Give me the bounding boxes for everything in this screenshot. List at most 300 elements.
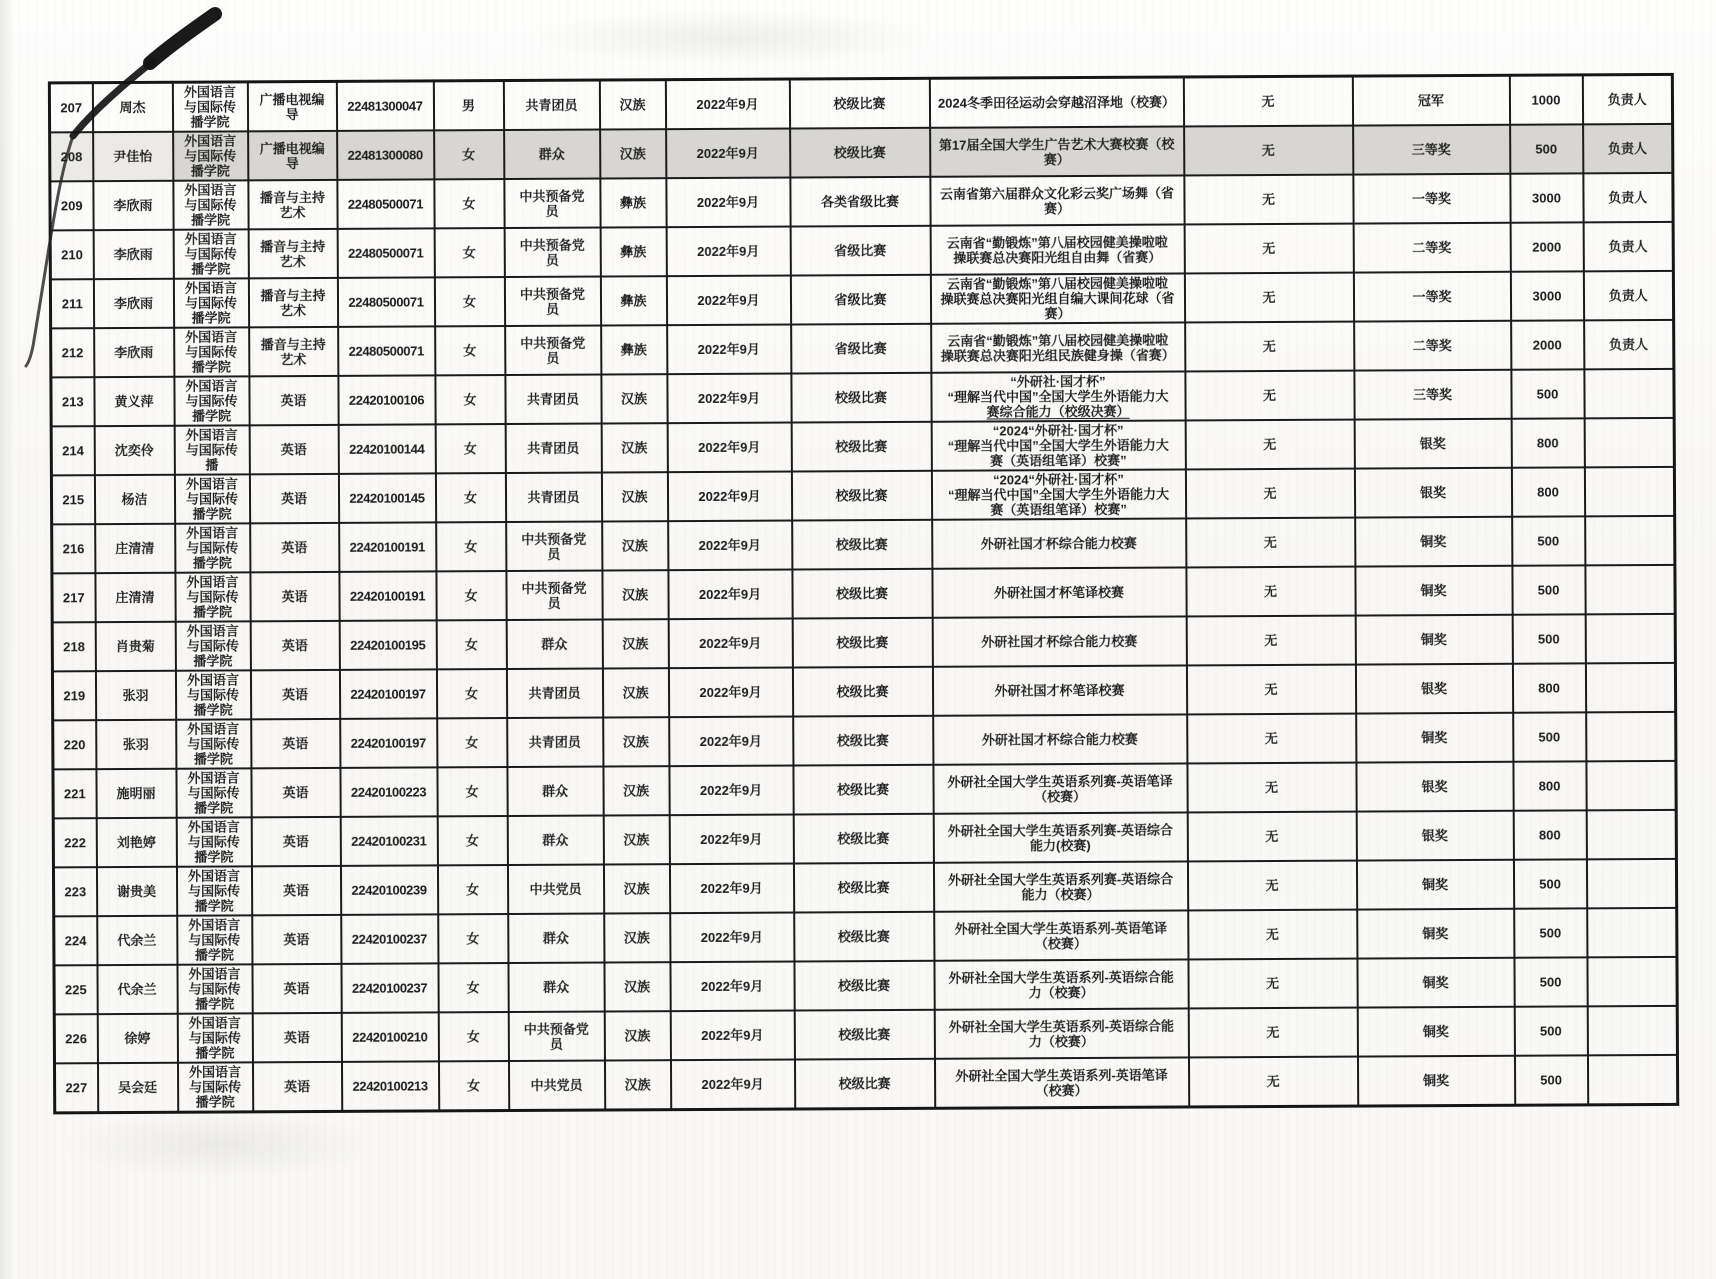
cell-date: 2022年9月 (670, 1011, 794, 1061)
cell-college: 外国语言 与国际传 播学院 (176, 719, 251, 768)
cell-ethnic: 彝族 (600, 227, 666, 276)
cell-role (1584, 369, 1674, 418)
cell-amount: 800 (1513, 761, 1586, 810)
cell-political: 群众 (507, 816, 603, 866)
cell-name: 李欣雨 (93, 279, 173, 328)
cell-no: 227 (54, 1063, 97, 1113)
cell-ethnic: 汉族 (604, 962, 670, 1011)
cell-no: 208 (50, 132, 93, 181)
cell-date: 2022年9月 (670, 1060, 794, 1110)
cell-major: 英语 (249, 474, 338, 523)
cell-date: 2022年9月 (667, 325, 791, 375)
cell-date: 2022年9月 (667, 423, 791, 473)
cell-amount: 2000 (1511, 320, 1584, 369)
cell-name: 施明丽 (96, 769, 176, 818)
cell-major: 英语 (249, 376, 338, 425)
cell-none: 无 (1185, 371, 1354, 421)
records-table (48, 73, 1679, 1114)
cell-role (1585, 565, 1675, 614)
cell-competition: 云南省“勤锻炼”第八届校园健美操啦啦 操联赛总决赛阳光组自编大课间花球（省 赛） (930, 273, 1184, 323)
cell-no: 223 (53, 867, 96, 916)
cell-political: 共青团员 (503, 80, 599, 130)
table-row (52, 516, 1675, 573)
table-row (51, 320, 1674, 377)
cell-level: 校级比赛 (792, 569, 932, 619)
table-row (50, 173, 1673, 230)
cell-none: 无 (1187, 812, 1356, 862)
cell-amount: 1000 (1509, 75, 1582, 125)
cell-none: 无 (1185, 420, 1354, 470)
cell-amount: 800 (1513, 810, 1586, 859)
cell-name: 张羽 (96, 720, 176, 769)
cell-sid: 22480500071 (337, 179, 434, 229)
cell-competition: 外研社国才杯笔译校赛 (932, 567, 1186, 617)
cell-none: 无 (1188, 1008, 1357, 1058)
table-row (49, 74, 1672, 132)
cell-award: 一等奖 (1353, 174, 1510, 224)
cell-name: 尹佳怡 (93, 132, 173, 181)
cell-sid: 22420100145 (338, 473, 435, 523)
cell-college: 外国语言 与国际传 播学院 (173, 229, 248, 278)
scan-smudge (520, 10, 940, 66)
cell-role (1585, 663, 1675, 712)
cell-political: 共青团员 (505, 473, 601, 523)
cell-gender: 女 (434, 228, 504, 277)
cell-major: 英语 (251, 817, 340, 866)
cell-college: 外国语言 与国际传 播学院 (177, 915, 252, 964)
cell-none: 无 (1188, 1057, 1357, 1107)
cell-role (1587, 1006, 1677, 1055)
cell-date: 2022年9月 (668, 619, 792, 669)
cell-amount: 500 (1513, 859, 1586, 908)
table-row (53, 712, 1676, 769)
cell-sid: 22420100237 (341, 914, 438, 964)
cell-no: 218 (52, 622, 95, 671)
cell-level: 省级比赛 (791, 324, 931, 374)
cell-none: 无 (1187, 861, 1356, 911)
cell-role: 负责人 (1583, 271, 1673, 320)
cell-date: 2022年9月 (669, 717, 793, 767)
cell-role (1584, 467, 1674, 516)
cell-political: 中共预备党 员 (505, 326, 601, 376)
cell-competition: 第17届全国大学生广告艺术大赛校赛（校 赛） (930, 126, 1184, 176)
cell-role (1587, 957, 1677, 1006)
cell-name: 庄清清 (95, 573, 175, 622)
cell-role (1587, 1055, 1677, 1105)
cell-competition: 外研社国才杯笔译校赛 (932, 665, 1186, 715)
cell-ethnic: 彝族 (600, 178, 666, 227)
cell-gender: 女 (434, 130, 504, 179)
cell-college: 外国语言 与国际传 播 (174, 425, 249, 474)
cell-sid: 22420100210 (341, 1012, 438, 1062)
cell-amount: 500 (1510, 124, 1583, 173)
cell-name: 吴会廷 (97, 1063, 177, 1113)
cell-competition: “2024“外研社·国才杯” “理解当代中国”全国大学生外语能力大 赛（英语组笔译）校赛” (931, 469, 1185, 519)
cell-award: 银奖 (1356, 762, 1513, 812)
cell-none: 无 (1188, 910, 1357, 960)
cell-level: 校级比赛 (791, 373, 931, 423)
cell-role (1586, 761, 1676, 810)
cell-ethnic: 汉族 (600, 129, 666, 178)
cell-no: 211 (50, 279, 93, 328)
cell-name: 杨洁 (94, 475, 174, 524)
cell-gender: 女 (435, 375, 505, 424)
cell-major: 播音与主持 艺术 (248, 180, 337, 229)
cell-role (1584, 418, 1674, 467)
cell-amount: 500 (1514, 1006, 1587, 1055)
cell-level: 校级比赛 (794, 961, 934, 1011)
cell-level: 各类省级比赛 (790, 177, 930, 227)
cell-competition: 外研社国才杯综合能力校赛 (932, 616, 1186, 666)
cell-date: 2022年9月 (667, 374, 791, 424)
cell-gender: 女 (435, 326, 505, 375)
table-row (52, 565, 1675, 622)
cell-amount: 500 (1512, 614, 1585, 663)
cell-major: 广播电视编 导 (248, 131, 337, 180)
cell-ethnic: 汉族 (603, 766, 669, 815)
cell-college: 外国语言 与国际传 播学院 (173, 180, 248, 229)
cell-competition: 外研社全国大学生英语系列赛-英语综合 能力(校赛) (933, 812, 1187, 862)
cell-college: 外国语言 与国际传 播学院 (177, 964, 252, 1013)
cell-college: 外国语言 与国际传 播学院 (176, 768, 251, 817)
cell-sid: 22420100197 (339, 669, 436, 719)
cell-amount: 500 (1511, 369, 1584, 418)
cell-ethnic: 汉族 (603, 815, 669, 864)
cell-competition: 外研社全国大学生英语系列赛-英语综合 能力（校赛） (933, 861, 1187, 911)
cell-gender: 女 (435, 424, 505, 473)
cell-date: 2022年9月 (668, 570, 792, 620)
paper-sheet (48, 73, 1679, 1114)
cell-gender: 女 (438, 1061, 508, 1111)
table-row (54, 1006, 1677, 1063)
cell-no: 224 (54, 916, 97, 965)
cell-gender: 女 (437, 865, 507, 914)
cell-level: 校级比赛 (793, 716, 933, 766)
cell-college: 外国语言 与国际传 播学院 (176, 866, 251, 915)
cell-level: 校级比赛 (790, 128, 930, 178)
cell-none: 无 (1185, 322, 1354, 372)
cell-award: 铜奖 (1357, 958, 1514, 1008)
cell-gender: 男 (433, 81, 503, 131)
table-row (54, 1055, 1677, 1113)
table-row (51, 467, 1674, 524)
cell-name: 沈奕伶 (94, 426, 174, 475)
cell-award: 银奖 (1356, 811, 1513, 861)
cell-name: 周杰 (92, 82, 172, 132)
cell-major: 英语 (252, 1062, 341, 1112)
cell-sid: 22481300080 (337, 130, 434, 180)
cell-date: 2022年9月 (666, 276, 790, 326)
cell-major: 英语 (251, 866, 340, 915)
records-table-body (49, 74, 1677, 1112)
cell-gender: 女 (437, 816, 507, 865)
cell-amount: 2000 (1510, 222, 1583, 271)
cell-none: 无 (1184, 175, 1353, 225)
cell-political: 群众 (504, 130, 600, 180)
table-row (52, 614, 1675, 671)
cell-ethnic: 汉族 (604, 913, 670, 962)
cell-major: 英语 (250, 572, 339, 621)
cell-date: 2022年9月 (669, 815, 793, 865)
cell-sid: 22420100231 (340, 816, 437, 866)
cell-none: 无 (1187, 763, 1356, 813)
cell-gender: 女 (436, 522, 506, 571)
cell-major: 英语 (250, 621, 339, 670)
cell-gender: 女 (437, 718, 507, 767)
cell-none: 无 (1183, 76, 1352, 126)
cell-gender: 女 (436, 620, 506, 669)
cell-major: 英语 (252, 1013, 341, 1062)
cell-competition: 外研社全国大学生英语系列赛-英语笔译 （校赛） (933, 763, 1187, 813)
cell-role: 负责人 (1582, 74, 1672, 124)
cell-amount: 500 (1512, 516, 1585, 565)
cell-college: 外国语言 与国际传 播学院 (177, 1062, 252, 1112)
cell-ethnic: 汉族 (601, 374, 667, 423)
cell-gender: 女 (434, 277, 504, 326)
cell-competition: “外研社·国才杯” “理解当代中国”全国大学生外语能力大 赛综合能力（校级决赛） (931, 371, 1185, 421)
photo-left-edge (0, 0, 14, 1279)
table-row (53, 810, 1676, 867)
cell-college: 外国语言 与国际传 播学院 (177, 1013, 252, 1062)
cell-name: 代余兰 (97, 916, 177, 965)
cell-role: 负责人 (1583, 222, 1673, 271)
cell-sid: 22420100237 (341, 963, 438, 1013)
cell-role: 负责人 (1583, 173, 1673, 222)
cell-college: 外国语言 与国际传 播学院 (175, 670, 250, 719)
cell-major: 播音与主持 艺术 (248, 229, 337, 278)
cell-political: 群众 (508, 963, 604, 1013)
cell-college: 外国语言 与国际传 播学院 (173, 278, 248, 327)
cell-name: 黄义萍 (94, 377, 174, 426)
cell-ethnic: 汉族 (602, 668, 668, 717)
cell-political: 中共党员 (507, 865, 603, 915)
cell-level: 校级比赛 (791, 422, 931, 472)
cell-amount: 500 (1514, 908, 1587, 957)
cell-role (1585, 614, 1675, 663)
cell-date: 2022年9月 (666, 178, 790, 228)
table-row (53, 859, 1676, 916)
cell-major: 广播电视编 导 (247, 81, 336, 131)
cell-ethnic: 汉族 (603, 717, 669, 766)
cell-political: 群众 (508, 914, 604, 964)
cell-major: 英语 (252, 964, 341, 1013)
cell-none: 无 (1186, 665, 1355, 715)
cell-date: 2022年9月 (666, 129, 790, 179)
cell-competition: 外研社全国大学生英语系列-英语综合能 力（校赛） (934, 959, 1188, 1009)
cell-amount: 500 (1512, 565, 1585, 614)
cell-name: 谢贵美 (96, 867, 176, 916)
cell-role: 负责人 (1583, 124, 1673, 173)
cell-college: 外国语言 与国际传 播学院 (174, 327, 249, 376)
cell-ethnic: 汉族 (601, 423, 667, 472)
table-row (51, 369, 1674, 426)
cell-sid: 22480500071 (337, 277, 434, 327)
cell-sid: 22420100144 (338, 424, 435, 474)
cell-competition: 2024冬季田径运动会穿越沼泽地（校赛） (929, 77, 1183, 128)
cell-no: 220 (53, 720, 96, 769)
cell-award: 二等奖 (1354, 321, 1511, 371)
cell-gender: 女 (438, 914, 508, 963)
cell-political: 中共党员 (508, 1061, 604, 1111)
cell-level: 校级比赛 (792, 520, 932, 570)
cell-amount: 500 (1514, 957, 1587, 1006)
cell-level: 校级比赛 (789, 78, 929, 128)
cell-no: 217 (52, 573, 95, 622)
cell-gender: 女 (436, 571, 506, 620)
cell-level: 校级比赛 (793, 765, 933, 815)
cell-sid: 22480500071 (337, 228, 434, 278)
cell-gender: 女 (436, 669, 506, 718)
cell-role (1586, 810, 1676, 859)
cell-no: 212 (51, 328, 94, 377)
cell-political: 共青团员 (507, 718, 603, 768)
table-row (54, 957, 1677, 1014)
cell-political: 中共预备党 员 (504, 277, 600, 327)
cell-date: 2022年9月 (668, 668, 792, 718)
cell-amount: 500 (1514, 1055, 1587, 1105)
cell-date: 2022年9月 (666, 227, 790, 277)
cell-date: 2022年9月 (669, 766, 793, 816)
cell-political: 中共预备党 员 (506, 522, 602, 572)
cell-competition: 外研社全国大学生英语系列-英语综合能 力（校赛） (934, 1008, 1188, 1058)
cell-none: 无 (1186, 518, 1355, 568)
cell-level: 校级比赛 (792, 618, 932, 668)
cell-name: 庄清清 (95, 524, 175, 573)
cell-role (1587, 908, 1677, 957)
cell-gender: 女 (435, 473, 505, 522)
cell-college: 外国语言 与国际传 播学院 (173, 131, 248, 180)
cell-date: 2022年9月 (667, 472, 791, 522)
cell-amount: 500 (1513, 712, 1586, 761)
cell-sid: 22480500071 (338, 326, 435, 376)
cell-sid: 22420100197 (340, 718, 437, 768)
cell-competition: “2024“外研社·国才杯” “理解当代中国”全国大学生外语能力大 赛（英语组笔译）校赛” (931, 420, 1185, 470)
cell-award: 银奖 (1355, 664, 1512, 714)
cell-sid: 22481300047 (336, 81, 433, 131)
cell-major: 播音与主持 艺术 (248, 278, 337, 327)
cell-sid: 22420100191 (339, 522, 436, 572)
cell-ethnic: 汉族 (603, 864, 669, 913)
cell-level: 省级比赛 (790, 226, 930, 276)
cell-college: 外国语言 与国际传 播学院 (175, 523, 250, 572)
table-row (50, 222, 1673, 279)
cell-sid: 22420100223 (340, 767, 437, 817)
cell-name: 张羽 (95, 671, 175, 720)
cell-none: 无 (1186, 567, 1355, 617)
cell-level: 校级比赛 (794, 1059, 934, 1109)
cell-amount: 3000 (1510, 173, 1583, 222)
cell-date: 2022年9月 (669, 864, 793, 914)
cell-name: 肖贵菊 (95, 622, 175, 671)
cell-gender: 女 (438, 1012, 508, 1061)
cell-political: 中共预备党 员 (508, 1012, 604, 1062)
cell-major: 英语 (249, 425, 338, 474)
cell-college: 外国语言 与国际传 播学院 (174, 474, 249, 523)
cell-level: 校级比赛 (794, 1010, 934, 1060)
cell-level: 校级比赛 (793, 814, 933, 864)
cell-name: 代余兰 (97, 965, 177, 1014)
cell-amount: 800 (1511, 467, 1584, 516)
cell-none: 无 (1185, 469, 1354, 519)
cell-name: 李欣雨 (93, 181, 173, 230)
cell-ethnic: 汉族 (604, 1011, 670, 1060)
cell-college: 外国语言 与国际传 播学院 (175, 572, 250, 621)
cell-college: 外国语言 与国际传 播学院 (172, 82, 247, 132)
cell-competition: 云南省“勤锻炼”第八届校园健美操啦啦 操联赛总决赛阳光组民族健身操（省赛） (931, 322, 1185, 372)
table-row (51, 418, 1674, 475)
cell-college: 外国语言 与国际传 播学院 (176, 817, 251, 866)
cell-amount: 3000 (1510, 271, 1583, 320)
cell-political: 中共预备党 员 (504, 179, 600, 229)
cell-no: 210 (50, 230, 93, 279)
cell-competition: 外研社全国大学生英语系列-英语笔译 （校赛） (934, 910, 1188, 960)
cell-award: 铜奖 (1356, 713, 1513, 763)
table-row (50, 271, 1673, 328)
pen-mark-thick (150, 14, 215, 63)
cell-college: 外国语言 与国际传 播学院 (174, 376, 249, 425)
cell-award: 三等奖 (1354, 370, 1511, 420)
cell-name: 刘艳婷 (96, 818, 176, 867)
cell-ethnic: 汉族 (604, 1060, 670, 1110)
cell-date: 2022年9月 (670, 913, 794, 963)
cell-gender: 女 (438, 963, 508, 1012)
cell-ethnic: 汉族 (602, 570, 668, 619)
cell-date: 2022年9月 (665, 79, 789, 129)
cell-name: 李欣雨 (93, 230, 173, 279)
table-row (50, 124, 1673, 181)
cell-sid: 22420100195 (339, 620, 436, 670)
cell-sid: 22420100191 (339, 571, 436, 621)
cell-level: 校级比赛 (791, 471, 931, 521)
cell-role: 负责人 (1584, 320, 1674, 369)
cell-role (1586, 712, 1676, 761)
cell-sid: 22420100213 (341, 1061, 438, 1111)
cell-political: 共青团员 (506, 669, 602, 719)
cell-no: 225 (54, 965, 97, 1014)
cell-competition: 外研社全国大学生英语系列-英语笔译 （校赛） (934, 1057, 1188, 1108)
cell-amount: 800 (1512, 663, 1585, 712)
cell-no: 222 (53, 818, 96, 867)
cell-political: 群众 (506, 620, 602, 670)
cell-competition: 云南省第六届群众文化彩云奖广场舞（省 赛） (930, 175, 1184, 225)
cell-award: 铜奖 (1357, 1007, 1514, 1057)
cell-level: 省级比赛 (790, 275, 930, 325)
cell-competition: 云南省“勤锻炼”第八届校园健美操啦啦 操联赛总决赛阳光组自由舞（省赛） (930, 224, 1184, 274)
cell-none: 无 (1184, 224, 1353, 274)
cell-major: 英语 (250, 670, 339, 719)
cell-ethnic: 汉族 (602, 619, 668, 668)
cell-name: 徐婷 (97, 1014, 177, 1063)
table-row (53, 761, 1676, 818)
cell-no: 216 (52, 524, 95, 573)
cell-no: 214 (51, 426, 94, 475)
cell-competition: 外研社国才杯综合能力校赛 (932, 518, 1186, 568)
cell-award: 银奖 (1354, 468, 1511, 518)
cell-level: 校级比赛 (792, 667, 932, 717)
cell-award: 铜奖 (1356, 860, 1513, 910)
cell-ethnic: 彝族 (601, 325, 667, 374)
cell-award: 铜奖 (1355, 517, 1512, 567)
cell-award: 三等奖 (1353, 125, 1510, 175)
cell-ethnic: 汉族 (602, 521, 668, 570)
cell-political: 中共预备党 员 (504, 228, 600, 278)
cell-none: 无 (1186, 616, 1355, 666)
cell-gender: 女 (437, 767, 507, 816)
cell-level: 校级比赛 (794, 912, 934, 962)
cell-award: 银奖 (1354, 419, 1511, 469)
cell-ethnic: 汉族 (599, 80, 665, 130)
scan-smudge (60, 1110, 380, 1180)
